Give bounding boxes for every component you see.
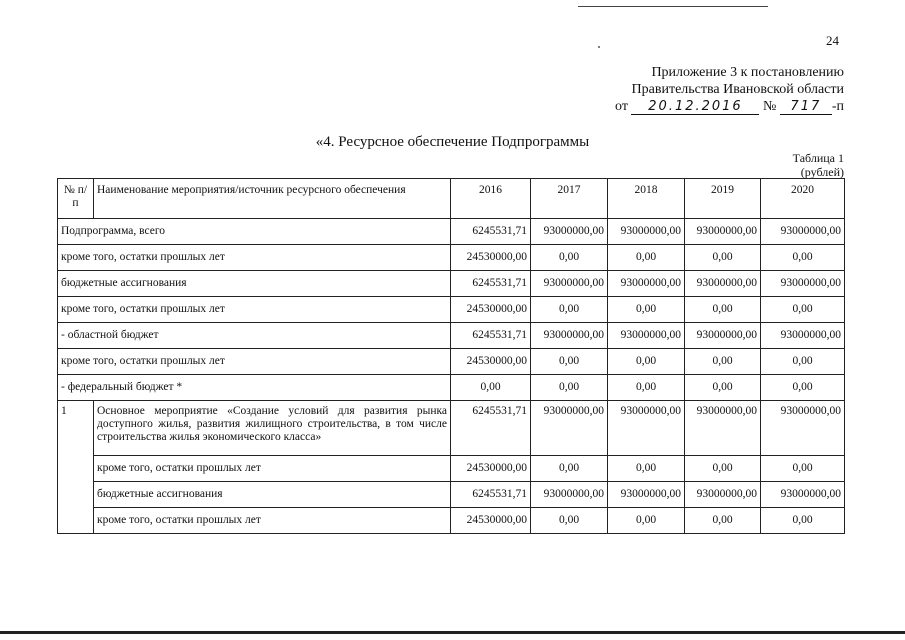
cell-value: 0,00 <box>531 349 608 375</box>
table-header-row <box>58 179 845 219</box>
cell-value: 0,00 <box>761 349 845 375</box>
cell-value: 0,00 <box>608 297 685 323</box>
row-label: - областной бюджет <box>58 323 451 349</box>
cell-value: 0,00 <box>608 375 685 401</box>
scan-artifact-dot <box>598 46 600 48</box>
cell-value: 93000000,00 <box>531 401 608 456</box>
section-title: «4. Ресурсное обеспечение Подпрограммы <box>315 134 590 150</box>
table-row <box>58 297 845 323</box>
cell-value: 6245531,71 <box>451 219 531 245</box>
row-label: Подпрограмма, всего <box>58 219 451 245</box>
cell-value: 0,00 <box>608 349 685 375</box>
cell-value: 0,00 <box>761 456 845 482</box>
appendix-line-1: Приложение 3 к постановлению <box>651 65 844 80</box>
cell-value: 0,00 <box>531 297 608 323</box>
table-caption <box>793 151 844 179</box>
scan-artifact-line <box>578 6 768 7</box>
table-row <box>58 375 845 401</box>
cell-value: 93000000,00 <box>608 401 685 456</box>
number-suffix: -п <box>831 99 844 114</box>
cell-value: 0,00 <box>451 375 531 401</box>
cell-value: 24530000,00 <box>451 245 531 271</box>
cell-value: 93000000,00 <box>761 323 845 349</box>
row-label: кроме того, остатки прошлых лет <box>58 349 451 375</box>
cell-value: 0,00 <box>531 456 608 482</box>
header-num: № п/п <box>58 179 94 219</box>
table-row <box>58 245 845 271</box>
cell-value: 93000000,00 <box>685 323 761 349</box>
table-row <box>58 349 845 375</box>
cell-value: 0,00 <box>761 245 845 271</box>
table-number: Таблица 1 <box>792 151 844 165</box>
header-name: Наименование мероприятия/источник ресурсного обеспечения <box>94 179 451 219</box>
scan-bottom-edge <box>0 631 905 634</box>
cell-value: 0,00 <box>685 349 761 375</box>
header-year: 2018 <box>608 179 685 219</box>
cell-value: 0,00 <box>685 508 761 534</box>
header-year: 2020 <box>761 179 845 219</box>
cell-value: 6245531,71 <box>451 271 531 297</box>
cell-value: 0,00 <box>608 456 685 482</box>
cell-value: 93000000,00 <box>608 323 685 349</box>
table-row <box>58 456 845 482</box>
row-label: кроме того, остатки прошлых лет <box>58 297 451 323</box>
table-row <box>58 219 845 245</box>
table-row <box>58 271 845 297</box>
cell-value: 6245531,71 <box>451 401 531 456</box>
header-year: 2016 <box>451 179 531 219</box>
cell-value: 24530000,00 <box>451 297 531 323</box>
cell-value: 0,00 <box>761 508 845 534</box>
appendix-header <box>615 64 844 115</box>
cell-value: 93000000,00 <box>685 401 761 456</box>
row-label: кроме того, остатки прошлых лет <box>94 508 451 534</box>
table-row-measure <box>58 401 845 456</box>
cell-value: 93000000,00 <box>761 219 845 245</box>
cell-value: 0,00 <box>531 508 608 534</box>
table-row <box>58 482 845 508</box>
table-row <box>58 323 845 349</box>
cell-value: 6245531,71 <box>451 323 531 349</box>
cell-value: 0,00 <box>761 375 845 401</box>
cell-value: 0,00 <box>685 245 761 271</box>
cell-value: 24530000,00 <box>451 508 531 534</box>
measure-number: 1 <box>58 401 94 534</box>
appendix-line-3 <box>615 98 844 115</box>
cell-value: 93000000,00 <box>608 271 685 297</box>
row-label: - федеральный бюджет * <box>58 375 451 401</box>
row-label: кроме того, остатки прошлых лет <box>94 456 451 482</box>
cell-value: 93000000,00 <box>531 271 608 297</box>
number-sign: № <box>762 99 777 114</box>
row-label: бюджетные ассигнования <box>58 271 451 297</box>
cell-value: 0,00 <box>685 297 761 323</box>
cell-value: 93000000,00 <box>608 482 685 508</box>
cell-value: 93000000,00 <box>531 219 608 245</box>
cell-value: 24530000,00 <box>451 456 531 482</box>
cell-value: 0,00 <box>685 456 761 482</box>
measure-label: Основное мероприятие «Создание условий для развития рынка доступного жилья, развития жилищного строительства, в том числе строительства жилья экономического класса» <box>94 401 451 456</box>
from-label: от <box>615 99 628 114</box>
row-label: бюджетные ассигнования <box>94 482 451 508</box>
cell-value: 93000000,00 <box>531 323 608 349</box>
row-label: кроме того, остатки прошлых лет <box>58 245 451 271</box>
cell-value: 93000000,00 <box>531 482 608 508</box>
cell-value: 93000000,00 <box>761 271 845 297</box>
cell-value: 93000000,00 <box>685 271 761 297</box>
cell-value: 93000000,00 <box>761 401 845 456</box>
resolution-date: 20.12.2016 <box>631 100 759 115</box>
cell-value: 0,00 <box>531 245 608 271</box>
cell-value: 93000000,00 <box>608 219 685 245</box>
cell-value: 0,00 <box>608 245 685 271</box>
table-row <box>58 508 845 534</box>
page-number: 24 <box>826 33 839 48</box>
unit-label: (рублей) <box>800 165 844 179</box>
cell-value: 0,00 <box>531 375 608 401</box>
cell-value: 0,00 <box>608 508 685 534</box>
cell-value: 93000000,00 <box>685 219 761 245</box>
cell-value: 0,00 <box>761 297 845 323</box>
resolution-number: 717 <box>780 100 832 115</box>
cell-value: 93000000,00 <box>685 482 761 508</box>
appendix-line-2: Правительства Ивановской области <box>631 82 844 97</box>
resource-table <box>57 178 845 534</box>
header-year: 2017 <box>531 179 608 219</box>
cell-value: 93000000,00 <box>761 482 845 508</box>
cell-value: 0,00 <box>685 375 761 401</box>
cell-value: 6245531,71 <box>451 482 531 508</box>
header-year: 2019 <box>685 179 761 219</box>
cell-value: 24530000,00 <box>451 349 531 375</box>
